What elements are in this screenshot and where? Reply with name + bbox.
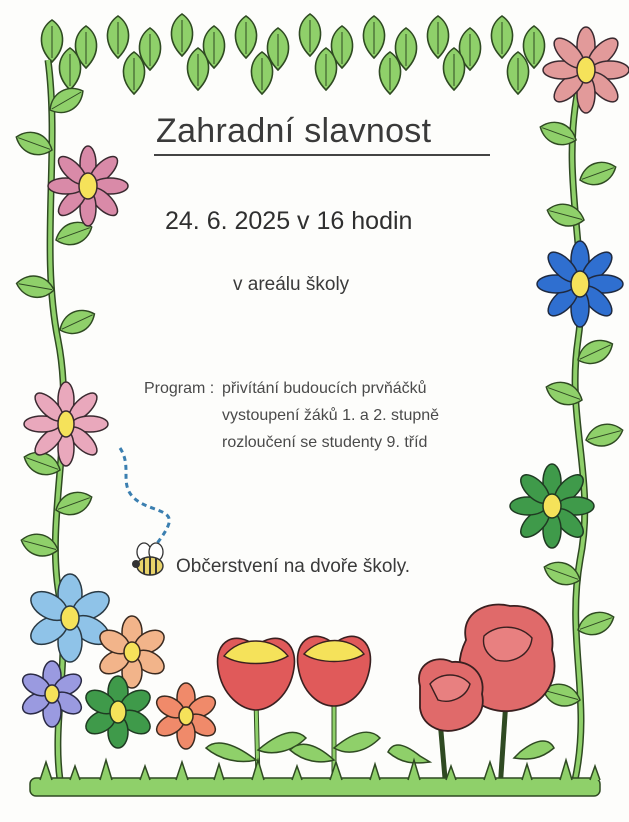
blue-flower-icon: [537, 241, 623, 327]
pink-flower-icon: [24, 382, 108, 466]
program-item: rozloučení se studenty 9. tříd: [222, 434, 428, 451]
tulip-icon: [290, 636, 380, 780]
top-leaf-border-icon: [41, 14, 544, 94]
program-label: Program :: [144, 380, 215, 397]
green-flower-icon: [510, 464, 594, 548]
invitation-title: Zahradní slavnost: [156, 112, 432, 150]
pink-flower-icon: [543, 27, 629, 113]
bottom-left-flowers-icon: [19, 574, 219, 749]
refreshments-note: Občerstvení na dvoře školy.: [176, 556, 411, 577]
title-underline: [154, 154, 490, 156]
program-item: přivítání budoucích prvňáčků: [222, 380, 427, 397]
event-place: v areálu školy: [233, 274, 350, 295]
grass-icon: [30, 760, 600, 796]
tulip-icon: [206, 638, 306, 780]
event-date-time: 24. 6. 2025 v 16 hodin: [165, 207, 413, 235]
bee-icon: [132, 543, 163, 575]
pink-flower-icon: [48, 146, 128, 226]
program-item: vystoupení žáků 1. a 2. stupně: [222, 407, 440, 424]
